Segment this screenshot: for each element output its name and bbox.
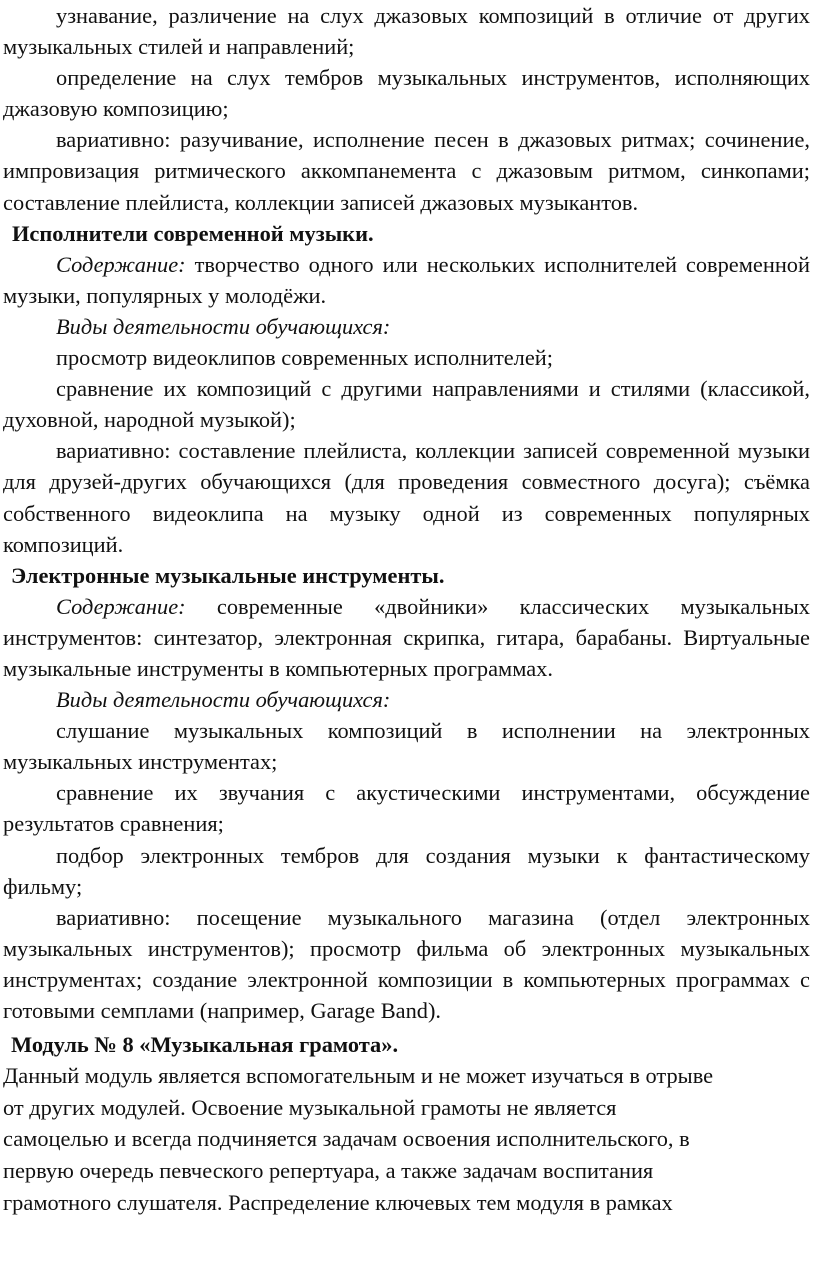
paragraph: просмотр видеоклипов современных исполнителей; bbox=[56, 345, 553, 371]
paragraph: вариативно: составление плейлиста, коллекции записей современной музыки для друзей-других обучающихся (для проведения совместного досуга); съёмка собственного видеоклипа на музыку одной из современных популярных композиций. bbox=[3, 438, 810, 557]
section-electronic-instruments bbox=[3, 560, 810, 1026]
paragraph: вариативно: разучивание, исполнение песен в джазовых ритмах; сочинение, импровизация ритмического аккомпанемента с джазовым ритмом, синкопами; составление плейлиста, коллекции записей джазовых музыкантов. bbox=[3, 127, 810, 215]
paragraph: вариативно: посещение музыкального магазина (отдел электронных музыкальных инструментов); просмотр фильма об электронных музыкальных инструментах; создание электронной композиции в компьютерных программах с готовыми семплами (например, Garage Band). bbox=[3, 904, 810, 1023]
text-line: первую очередь певческого репертуара, а также задачам воспитания bbox=[3, 1157, 654, 1183]
text-line: от других модулей. Освоение музыкальной грамоты не является bbox=[3, 1094, 617, 1120]
content-text: современные «двойники» классических музыкальных инструментов: синтезатор, электронная скрипка, гитара, барабаны. Виртуальные музыкальные инструменты в компьютерных программах. bbox=[3, 593, 810, 681]
content-paragraph bbox=[3, 249, 810, 311]
section-jazz-activities bbox=[3, 0, 810, 218]
activities-label-text: Виды деятельности обучающихся: bbox=[56, 313, 391, 339]
content-paragraph bbox=[3, 591, 810, 684]
section-heading: Модуль № 8 «Музыкальная грамота». bbox=[11, 1032, 399, 1058]
paragraph: слушание музыкальных композиций в исполнении на электронных музыкальных инструментах; bbox=[3, 718, 810, 775]
text-line: грамотного слушателя. Распределение ключевых тем модуля в рамках bbox=[3, 1189, 673, 1215]
content-text: творчество одного или нескольких исполнителей современной музыки, популярных у молодёжи. bbox=[3, 251, 810, 308]
paragraph: подбор электронных тембров для создания музыки к фантастическому фильму; bbox=[3, 842, 810, 899]
section-modern-performers bbox=[3, 218, 810, 560]
paragraph: определение на слух тембров музыкальных инструментов, исполняющих джазовую композицию; bbox=[3, 65, 810, 122]
text-line: самоцелью и всегда подчиняется задачам освоения исполнительского, в bbox=[3, 1126, 690, 1152]
section-music-literacy bbox=[3, 1029, 810, 1218]
paragraph: сравнение их звучания с акустическими инструментами, обсуждение результатов сравнения; bbox=[3, 780, 810, 837]
text-line: Данный модуль является вспомогательным и не может изучаться в отрыве bbox=[3, 1063, 714, 1089]
paragraph: узнавание, различение на слух джазовых композиций в отличие от других музыкальных стилей и направлений; bbox=[3, 3, 810, 60]
activities-label bbox=[3, 311, 810, 342]
activities-label-text: Виды деятельности обучающихся: bbox=[56, 687, 391, 713]
content-label: Содержание: bbox=[56, 593, 186, 619]
paragraph: сравнение их композиций с другими направлениями и стилями (классикой, духовной, народной музыкой); bbox=[3, 376, 810, 433]
content-label: Содержание: bbox=[56, 251, 186, 277]
activities-label bbox=[3, 684, 810, 715]
section-heading: Электронные музыкальные инструменты. bbox=[11, 562, 445, 588]
section-heading: Исполнители современной музыки. bbox=[12, 220, 374, 246]
